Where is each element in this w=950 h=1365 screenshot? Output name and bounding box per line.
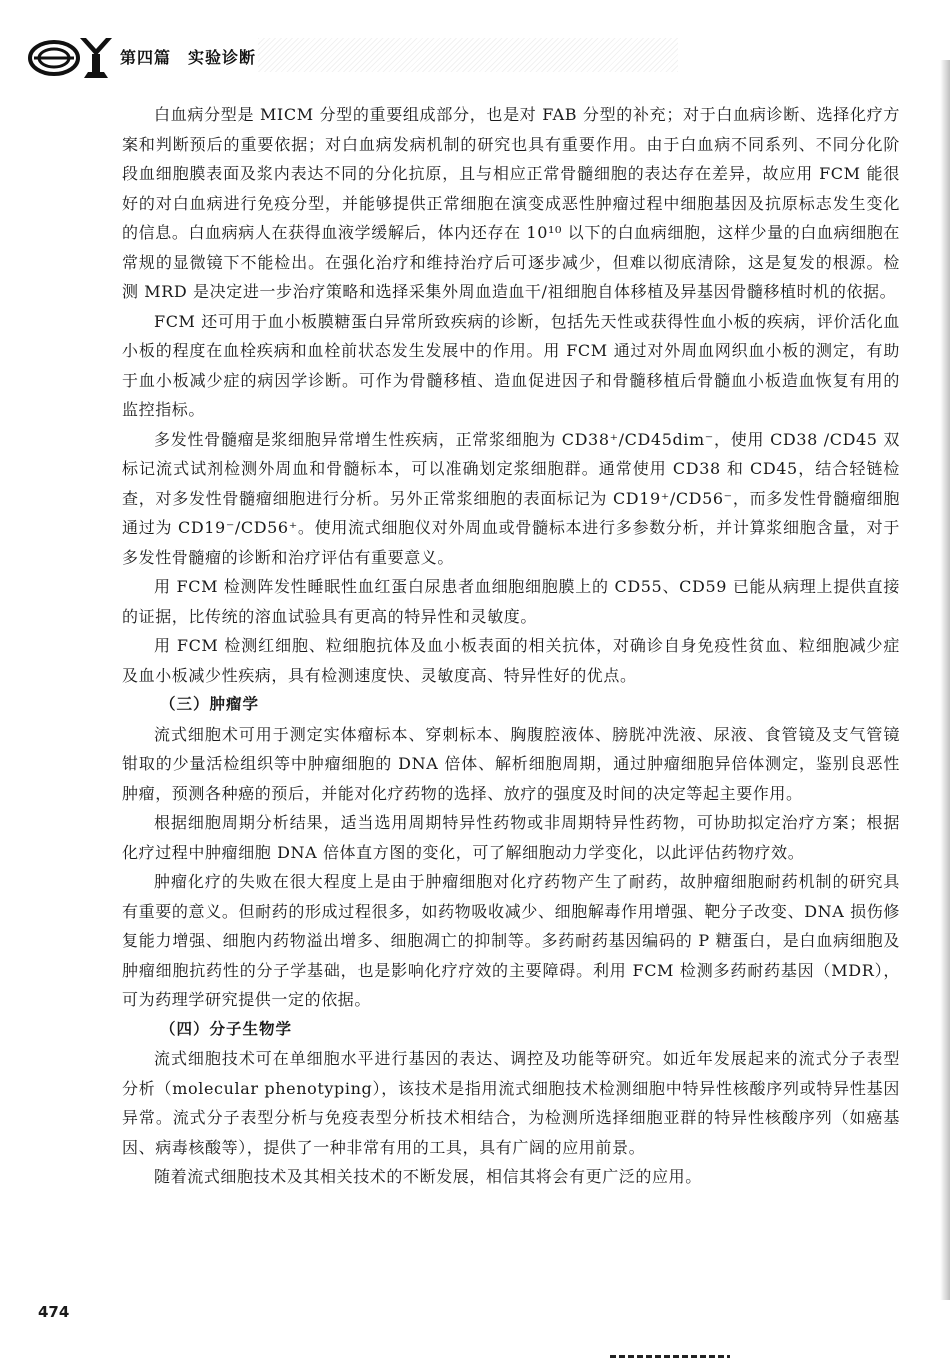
paragraph: 用 FCM 检测红细胞、粒细胞抗体及血小板表面的相关抗体，对确诊自身免疫性贫血、粒细胞减少症及血小板减少性疾病，具有检测速度快、灵敏度高、特异性好的优点。 bbox=[122, 636, 900, 685]
scan-footer-mark bbox=[610, 1355, 730, 1358]
page-number: 474 bbox=[38, 1303, 70, 1321]
page-body bbox=[122, 100, 900, 1192]
paragraph: 随着流式细胞技术及其相关技术的不断发展，相信其将会有更广泛的应用。 bbox=[154, 1167, 702, 1186]
paragraph: 用 FCM 检测阵发性睡眠性血红蛋白尿患者血细胞细胞膜上的 CD55、CD59 已能从病理上提供直接的证据，比传统的溶血试验具有更高的特异性和灵敏度。 bbox=[122, 577, 900, 626]
paragraph: 根据细胞周期分析结果，适当选用周期特异性药物或非周期特异性药物，可协助拟定治疗方案；根据化疗过程中肿瘤细胞 DNA 倍体直方图的变化，可了解细胞动力学变化，以此评估药物疗效。 bbox=[122, 813, 900, 862]
paragraph: 肿瘤化疗的失败在很大程度上是由于肿瘤细胞对化疗药物产生了耐药，故肿瘤细胞耐药机制的研究具有重要的意义。但耐药的形成过程很多，如药物吸收减少、细胞解毒作用增强、靶分子改变、DNA 损伤修复能力增强、细胞内药物溢出增多、细胞凋亡的抑制等。多药耐药基因编码的 P 糖蛋白，是白血病细胞及肿瘤细胞抗药性的分子学基础，也是影响化疗疗效的主要障碍。利用 FCM 检测多药耐药基因（MDR），可为药理学研究提供一定的依据。 bbox=[122, 872, 900, 1009]
paragraph: 多发性骨髓瘤是浆细胞异常增生性疾病，正常浆细胞为 CD38⁺/CD45dim⁻，使用 CD38 /CD45 双标记流式试剂检测外周血和骨髓标本，可以准确划定浆细胞群。通常使用 CD38 和 CD45，结合轻链检查，对多发性骨髓瘤细胞进行分析。另外正常浆细胞的表面标记为 CD19⁺/CD56⁻，而多发性骨髓瘤细胞通过为 CD19⁻/CD56⁺。使用流式细胞仪对外周血或骨髓标本进行多参数分析，并计算浆细胞含量，对于多发性骨髓瘤的诊断和治疗评估有重要意义。 bbox=[122, 429, 900, 567]
paragraph: 流式细胞技术可在单细胞水平进行基因的表达、调控及功能等研究。如近年发展起来的流式分子表型分析（molecular phenotyping），该技术是指用流式细胞技术检测细胞中特异性核酸序列或特异性基因异常。流式分子表型分析与免疫表型分析技术相结合，为检测所选择细胞亚群的特异性核酸序列（如癌基因、病毒核酸等），提供了一种非常有用的工具，具有广阔的应用前景。 bbox=[122, 1049, 900, 1157]
paragraph: 白血病分型是 MICM 分型的重要组成部分，也是对 FAB 分型的补充；对于白血病诊断、选择化疗方案和判断预后的重要依据；对白血病发病机制的研究也具有重要作用。由于白血病不同系列、不同分化阶段血细胞膜表面及浆内表达不同的分化抗原，且与相应正常骨髓细胞的表达存在差异，故应用 FCM 能很好的对白血病进行免疫分型，并能够提供正常细胞在演变成恶性肿瘤过程中细胞基因及抗原标志发生变化的信息。白血病病人在获得血液学缓解后，体内还存在 10¹⁰ 以下的白血病细胞，这样少量的白血病细胞在常规的显微镜下不能检出。在强化治疗和维持治疗后可逐步减少，但难以彻底清除，这是复发的根源。检测 MRD 是决定进一步治疗策略和选择采集外周血造血干/祖细胞自体移植及异基因骨髓移植时机的依据。 bbox=[122, 105, 900, 301]
publisher-logo-icon bbox=[28, 34, 118, 82]
section-heading-oncology: （三）肿瘤学 bbox=[160, 695, 260, 713]
page-header bbox=[28, 28, 928, 88]
paragraph: FCM 还可用于血小板膜糖蛋白异常所致疾病的诊断，包括先天性或获得性血小板的疾病，评价活化血小板的程度在血栓疾病和血栓前状态发生发展中的作用。用 FCM 通过对外周血网织血小板的测定，有助于血小板减少症的病因学诊断。可作为骨髓移植、造血促进因子和骨髓移植后骨髓血小板造血恢复有用的监控指标。 bbox=[122, 311, 900, 419]
section-heading-molecular-biology: （四）分子生物学 bbox=[160, 1019, 293, 1038]
paragraph: 流式细胞术可用于测定实体瘤标本、穿刺标本、胸腹腔液体、膀胱冲洗液、尿液、食管镜及支气管镜钳取的少量活检组织等中肿瘤细胞的 DNA 倍体、解析细胞周期，通过肿瘤细胞异倍体测定，鉴别良恶性肿瘤，预测各种癌的预后，并能对化疗药物的选择、放疗的强度及时间的决定等起主要作用。 bbox=[122, 724, 900, 803]
scan-edge-shadow bbox=[940, 60, 950, 1300]
header-decoration bbox=[258, 38, 678, 72]
chapter-title: 第四篇 实验诊断 bbox=[120, 48, 257, 67]
